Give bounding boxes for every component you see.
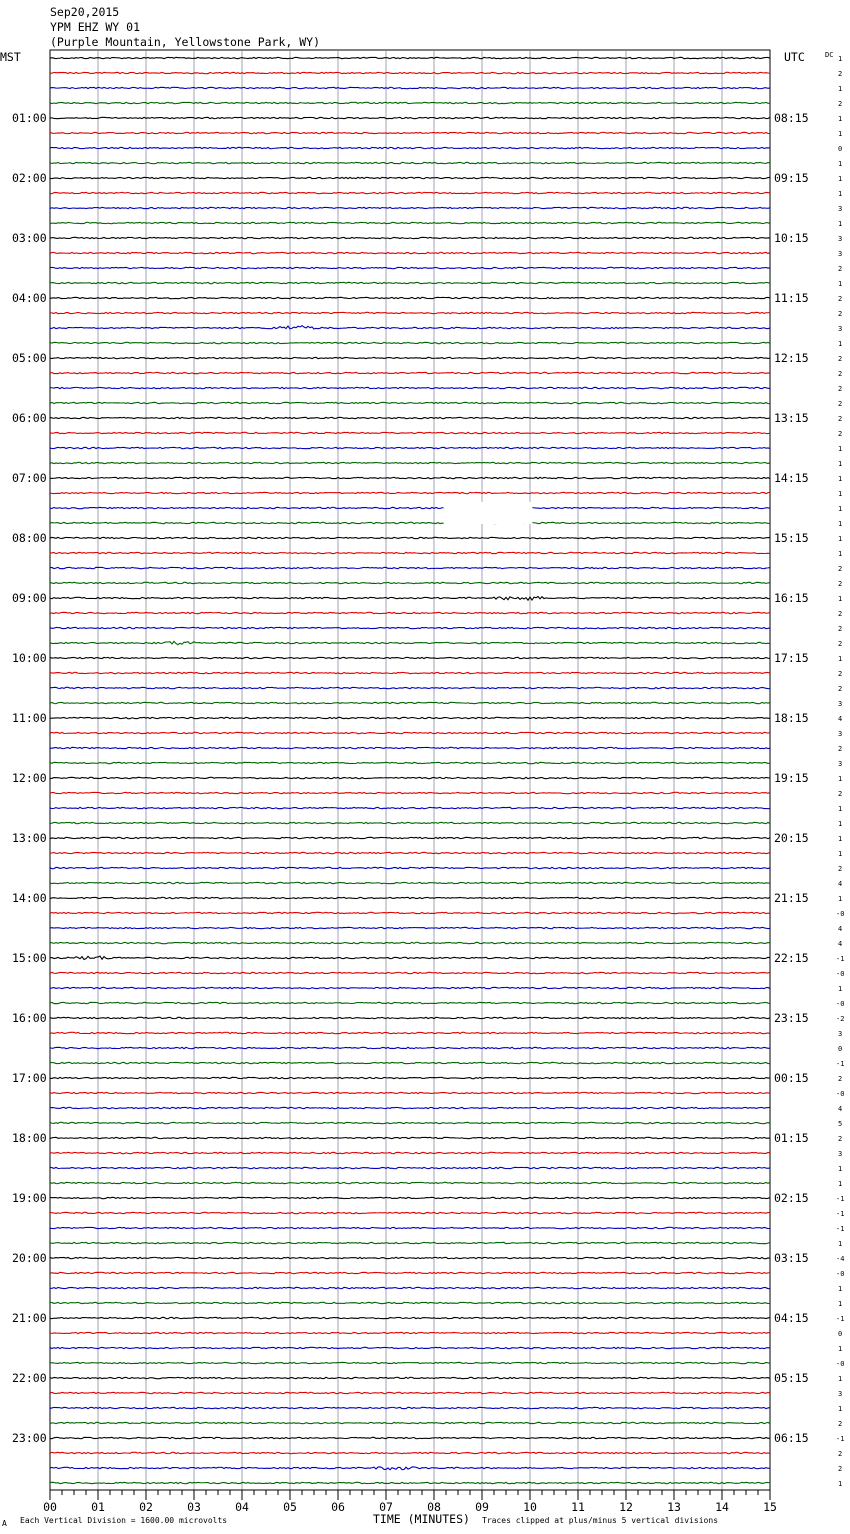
trace-row-66 (50, 1047, 770, 1048)
dc-value: 2 (838, 295, 843, 303)
dc-value: 1 (838, 595, 843, 603)
header-location: (Purple Mountain, Yellowstone Park, WY) (50, 35, 321, 49)
dc-value: 1 (838, 280, 843, 288)
trace-row-6 (50, 147, 770, 148)
x-tick-label: 04 (235, 1500, 249, 1514)
trace-row-45 (50, 732, 770, 733)
trace-row-61 (50, 972, 770, 973)
dc-value: 2 (838, 580, 843, 588)
utc-label: 19:15 (774, 771, 809, 785)
trace-row-86 (50, 1347, 770, 1348)
dc-value: 0 (838, 1330, 843, 1338)
trace-row-87 (50, 1362, 770, 1363)
utc-label: 09:15 (774, 171, 809, 185)
dc-value: 3 (838, 760, 843, 768)
dc-value: 1 (838, 820, 843, 828)
dc-value: 1 (838, 1165, 843, 1173)
x-tick-label: 14 (715, 1500, 729, 1514)
trace-row-5 (50, 132, 770, 133)
trace-row-39 (50, 641, 770, 644)
dc-value: -1 (836, 1060, 845, 1068)
dc-value: 1 (838, 985, 843, 993)
utc-hour-labels (774, 111, 809, 1445)
mst-label: 05:00 (12, 351, 47, 365)
x-tick-label: 05 (283, 1500, 297, 1514)
x-tick-label: 10 (523, 1500, 537, 1514)
mst-label: 11:00 (12, 711, 47, 725)
utc-label: 02:15 (774, 1191, 809, 1205)
trace-row-70 (50, 1107, 770, 1108)
trace-row-35 (50, 582, 770, 583)
trace-row-64 (50, 1017, 770, 1018)
trace-row-88 (50, 1377, 770, 1378)
mst-label: 17:00 (12, 1071, 47, 1085)
dc-value: 1 (838, 175, 843, 183)
trace-row-11 (50, 222, 770, 223)
x-tick-label: 15 (763, 1500, 777, 1514)
trace-row-83 (50, 1302, 770, 1303)
trace-row-67 (50, 1062, 770, 1063)
dc-value: 3 (838, 205, 843, 213)
trace-row-12 (50, 237, 770, 238)
trace-row-92 (50, 1437, 770, 1438)
dc-value: 4 (838, 715, 843, 723)
dc-value: -1 (836, 1210, 845, 1218)
dc-value: 4 (838, 940, 843, 948)
trace-row-65 (50, 1032, 770, 1033)
trace-row-24 (50, 417, 770, 418)
mst-label: 20:00 (12, 1251, 47, 1265)
mst-label: 22:00 (12, 1371, 47, 1385)
x-axis (43, 1490, 777, 1514)
utc-label: 05:15 (774, 1371, 809, 1385)
dc-value: 2 (838, 670, 843, 678)
trace-row-80 (50, 1257, 770, 1258)
dc-value: 1 (838, 1345, 843, 1353)
trace-row-44 (50, 717, 770, 718)
mst-label: 18:00 (12, 1131, 47, 1145)
trace-row-73 (50, 1152, 770, 1153)
dc-value: -0 (836, 910, 845, 918)
dc-value: 1 (838, 490, 843, 498)
mst-label: 13:00 (12, 831, 47, 845)
mst-label: 04:00 (12, 291, 47, 305)
trace-row-38 (50, 627, 770, 628)
x-tick-label: 12 (619, 1500, 633, 1514)
dc-value: 3 (838, 1030, 843, 1038)
dc-value: 1 (838, 115, 843, 123)
dc-value: 3 (838, 1150, 843, 1158)
dc-value: 1 (838, 1285, 843, 1293)
trace-row-60 (50, 956, 770, 959)
trace-row-78 (50, 1227, 770, 1228)
trace-row-74 (50, 1167, 770, 1168)
dc-value: 1 (838, 475, 843, 483)
header-station: YPM EHZ WY 01 (50, 20, 141, 34)
x-tick-label: 08 (427, 1500, 441, 1514)
trace-row-33 (50, 552, 770, 553)
dc-value: 1 (838, 805, 843, 813)
x-tick-label: 02 (139, 1500, 153, 1514)
trace-row-90 (50, 1407, 770, 1408)
trace-row-76 (50, 1197, 770, 1198)
dc-value: -0 (836, 970, 845, 978)
dc-value: 2 (838, 1450, 843, 1458)
dc-value: 1 (838, 535, 843, 543)
mst-label: 01:00 (12, 111, 47, 125)
dc-value: -1 (836, 1225, 845, 1233)
dc-value: 2 (838, 1075, 843, 1083)
utc-label: 01:15 (774, 1131, 809, 1145)
trace-row-26 (50, 447, 770, 448)
utc-label: 03:15 (774, 1251, 809, 1265)
mst-label: 16:00 (12, 1011, 47, 1025)
dc-value: 1 (838, 85, 843, 93)
dc-value: 2 (838, 385, 843, 393)
dc-value: 1 (838, 1300, 843, 1308)
dc-value: 2 (838, 1465, 843, 1473)
utc-label: 16:15 (774, 591, 809, 605)
vertical-gridlines (98, 50, 722, 1490)
x-tick-label: 11 (571, 1500, 585, 1514)
dc-value: 1 (838, 220, 843, 228)
mst-hour-labels (12, 111, 47, 1445)
trace-row-27 (50, 462, 770, 463)
utc-label: 18:15 (774, 711, 809, 725)
dc-value: 1 (838, 130, 843, 138)
mst-label: 02:00 (12, 171, 47, 185)
dc-value: 0 (838, 1045, 843, 1053)
trace-row-51 (50, 822, 770, 823)
dc-value: 2 (838, 70, 843, 78)
dc-value: 1 (838, 190, 843, 198)
mst-label: 06:00 (12, 411, 47, 425)
trace-row-43 (50, 702, 770, 703)
trace-row-82 (50, 1287, 770, 1288)
x-tick-label: 13 (667, 1500, 681, 1514)
mst-label: 08:00 (12, 531, 47, 545)
dc-value: 2 (838, 745, 843, 753)
x-tick-label: 09 (475, 1500, 489, 1514)
trace-row-18 (50, 326, 770, 329)
utc-label: 17:15 (774, 651, 809, 665)
dc-value: 3 (838, 250, 843, 258)
trace-row-34 (50, 567, 770, 568)
trace-row-47 (50, 762, 770, 763)
dc-value: 2 (838, 370, 843, 378)
x-axis-title: TIME (MINUTES) (373, 1512, 470, 1526)
dc-value: -1 (836, 955, 845, 963)
dc-offset-values (836, 55, 844, 1488)
trace-row-62 (50, 987, 770, 988)
trace-row-22 (50, 387, 770, 388)
trace-row-15 (50, 282, 770, 283)
trace-row-28 (50, 477, 770, 478)
trace-row-85 (50, 1332, 770, 1333)
trace-row-10 (50, 207, 770, 208)
trace-row-13 (50, 252, 770, 253)
trace-row-16 (50, 297, 770, 298)
dc-value: 3 (838, 235, 843, 243)
trace-row-81 (50, 1272, 770, 1273)
trace-row-93 (50, 1452, 770, 1453)
dc-value: 3 (838, 1390, 843, 1398)
dc-value: 3 (838, 730, 843, 738)
trace-row-79 (50, 1242, 770, 1243)
utc-label: 11:15 (774, 291, 809, 305)
trace-row-3 (50, 102, 770, 103)
trace-row-94 (50, 1467, 770, 1470)
trace-row-71 (50, 1122, 770, 1123)
dc-value: 1 (838, 340, 843, 348)
trace-row-14 (50, 267, 770, 268)
trace-row-36 (50, 596, 770, 600)
dc-value: 0 (838, 145, 843, 153)
trace-row-25 (50, 432, 770, 433)
x-tick-label: 06 (331, 1500, 345, 1514)
trace-row-89 (50, 1392, 770, 1393)
trace-row-49 (50, 792, 770, 793)
dc-value: 2 (838, 355, 843, 363)
dc-value: -0 (836, 1270, 845, 1278)
left-timezone-label: MST (0, 50, 21, 64)
trace-row-29 (50, 492, 770, 493)
dc-value: 4 (838, 925, 843, 933)
dc-value: 2 (838, 685, 843, 693)
trace-row-77 (50, 1212, 770, 1213)
dc-value: -0 (836, 1090, 845, 1098)
dc-value: 4 (838, 880, 843, 888)
dc-value: 2 (838, 565, 843, 573)
trace-row-84 (50, 1317, 770, 1318)
dc-value: 1 (838, 550, 843, 558)
dc-value: -1 (836, 1435, 845, 1443)
trace-row-4 (50, 117, 770, 118)
dc-value: 5 (838, 1120, 843, 1128)
dc-value: 1 (838, 445, 843, 453)
dc-value: 1 (838, 775, 843, 783)
dc-value: 1 (838, 505, 843, 513)
trace-row-19 (50, 342, 770, 343)
dc-value: -1 (836, 1195, 845, 1203)
x-tick-label: 07 (379, 1500, 393, 1514)
trace-row-7 (50, 162, 770, 163)
dc-value: 1 (838, 850, 843, 858)
trace-row-37 (50, 612, 770, 613)
mst-label: 21:00 (12, 1311, 47, 1325)
trace-row-17 (50, 312, 770, 313)
trace-row-69 (50, 1092, 770, 1093)
dc-value: 2 (838, 610, 843, 618)
gap-region (444, 502, 533, 524)
trace-row-0 (50, 57, 770, 58)
utc-label: 10:15 (774, 231, 809, 245)
data-gap (444, 502, 533, 524)
header-date: Sep20,2015 (50, 5, 120, 19)
mst-label: 12:00 (12, 771, 47, 785)
utc-label: 08:15 (774, 111, 809, 125)
trace-row-46 (50, 747, 770, 748)
dc-value: 2 (838, 640, 843, 648)
mst-label: 19:00 (12, 1191, 47, 1205)
dc-value: 2 (838, 430, 843, 438)
dc-value: 1 (838, 1240, 843, 1248)
dc-value: 1 (838, 1405, 843, 1413)
trace-row-40 (50, 657, 770, 658)
utc-label: 13:15 (774, 411, 809, 425)
dc-value: -0 (836, 1360, 845, 1368)
trace-row-91 (50, 1422, 770, 1423)
trace-row-30 (50, 507, 770, 508)
clip-note: Traces clipped at plus/minus 5 vertical divisions (482, 1516, 719, 1525)
mst-label: 09:00 (12, 591, 47, 605)
trace-row-23 (50, 402, 770, 403)
dc-value: 2 (838, 400, 843, 408)
trace-row-56 (50, 897, 770, 898)
utc-label: 20:15 (774, 831, 809, 845)
trace-row-8 (50, 177, 770, 178)
utc-label: 12:15 (774, 351, 809, 365)
dc-value: 3 (838, 700, 843, 708)
trace-row-52 (50, 837, 770, 838)
mst-label: 10:00 (12, 651, 47, 665)
dc-value: 1 (838, 460, 843, 468)
trace-row-50 (50, 807, 770, 808)
dc-value: 2 (838, 265, 843, 273)
utc-label: 06:15 (774, 1431, 809, 1445)
dc-value: 1 (838, 1180, 843, 1188)
trace-row-95 (50, 1482, 770, 1483)
dc-value: -0 (836, 1000, 845, 1008)
dc-value: 2 (838, 415, 843, 423)
dc-value: 2 (838, 310, 843, 318)
trace-row-75 (50, 1182, 770, 1183)
corner-mark: A (2, 1519, 7, 1528)
trace-row-68 (50, 1077, 770, 1078)
mst-label: 23:00 (12, 1431, 47, 1445)
dc-column-label: DC (825, 51, 834, 59)
utc-label: 15:15 (774, 531, 809, 545)
dc-value: 2 (838, 865, 843, 873)
utc-label: 04:15 (774, 1311, 809, 1325)
trace-row-21 (50, 372, 770, 373)
dc-value: 2 (838, 625, 843, 633)
dc-value: -4 (836, 1255, 845, 1263)
utc-label: 00:15 (774, 1071, 809, 1085)
dc-value: 3 (838, 325, 843, 333)
dc-value: 1 (838, 835, 843, 843)
trace-row-32 (50, 537, 770, 538)
dc-value: 1 (838, 1375, 843, 1383)
mst-label: 15:00 (12, 951, 47, 965)
trace-row-59 (50, 942, 770, 943)
dc-value: 1 (838, 1480, 843, 1488)
right-timezone-label: UTC (784, 50, 805, 64)
trace-row-57 (50, 912, 770, 913)
dc-value: 2 (838, 100, 843, 108)
seismic-traces (50, 57, 770, 1483)
trace-row-20 (50, 357, 770, 358)
utc-label: 22:15 (774, 951, 809, 965)
trace-row-41 (50, 672, 770, 673)
dc-value: 1 (838, 895, 843, 903)
dc-value: -2 (836, 1015, 845, 1023)
trace-row-1 (50, 72, 770, 73)
dc-value: 1 (838, 520, 843, 528)
mst-label: 07:00 (12, 471, 47, 485)
scale-note: Each Vertical Division = 1600.00 microvolts (20, 1516, 228, 1525)
plot-frame (50, 50, 770, 1490)
mst-label: 03:00 (12, 231, 47, 245)
dc-value: 1 (838, 55, 843, 63)
trace-row-42 (50, 687, 770, 688)
trace-row-55 (50, 882, 770, 883)
trace-row-9 (50, 192, 770, 193)
trace-row-63 (50, 1002, 770, 1003)
trace-row-2 (50, 87, 770, 88)
utc-label: 14:15 (774, 471, 809, 485)
utc-label: 23:15 (774, 1011, 809, 1025)
trace-row-48 (50, 777, 770, 778)
trace-row-72 (50, 1137, 770, 1138)
trace-row-54 (50, 867, 770, 868)
trace-row-53 (50, 852, 770, 853)
dc-value: 2 (838, 790, 843, 798)
trace-row-31 (50, 522, 770, 523)
dc-value: 1 (838, 655, 843, 663)
trace-row-58 (50, 927, 770, 928)
x-tick-label: 00 (43, 1500, 57, 1514)
dc-value: 2 (838, 1135, 843, 1143)
dc-value: 4 (838, 1105, 843, 1113)
mst-label: 14:00 (12, 891, 47, 905)
dc-value: 2 (838, 1420, 843, 1428)
x-tick-label: 01 (91, 1500, 105, 1514)
dc-value: 1 (838, 160, 843, 168)
dc-value: -1 (836, 1315, 845, 1323)
utc-label: 21:15 (774, 891, 809, 905)
x-tick-label: 03 (187, 1500, 201, 1514)
